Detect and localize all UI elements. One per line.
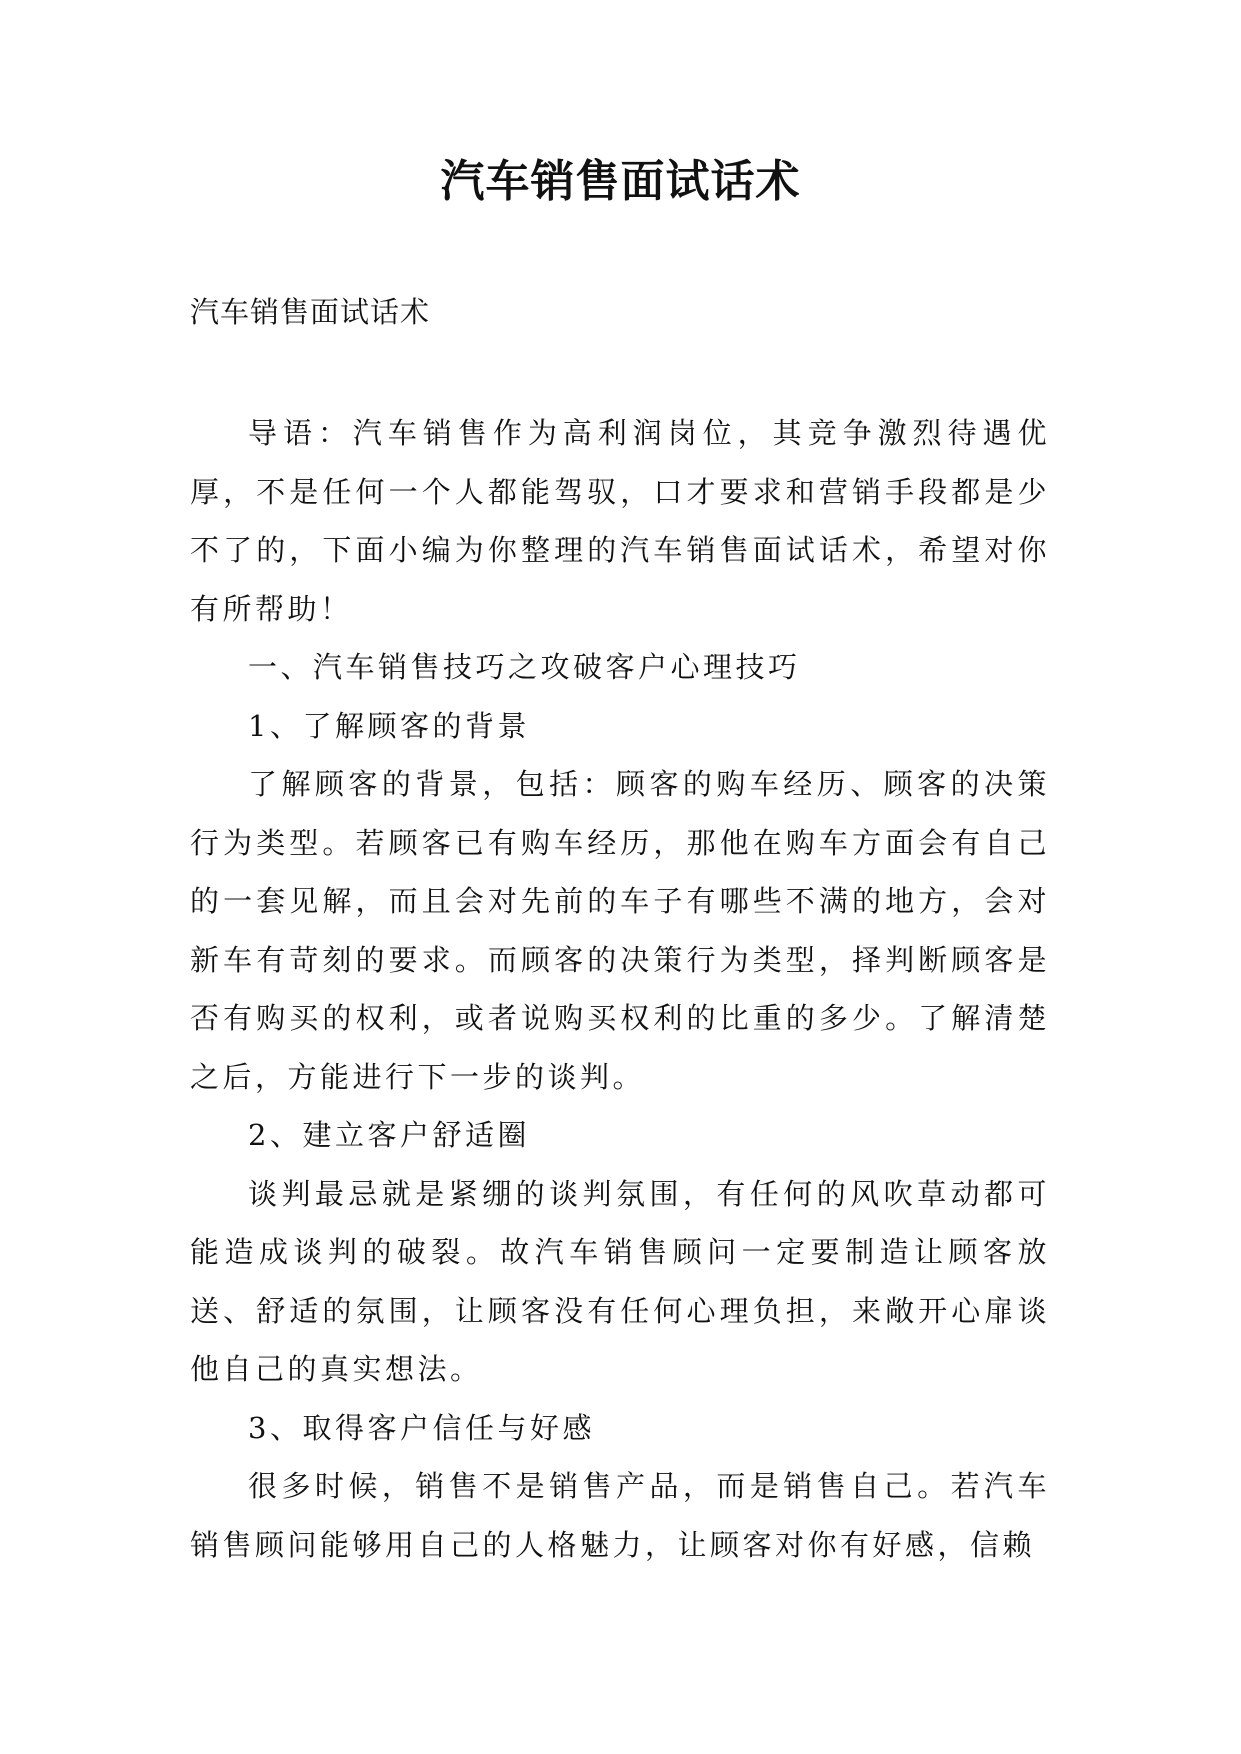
item-2-paragraph: 谈判最忌就是紧绷的谈判氛围，有任何的风吹草动都可能造成谈判的破裂。故汽车销售顾问一定要制造让顾客放送、舒适的氛围，让顾客没有任何心理负担，来敞开心扉谈他自己的真实想法。 (190, 1176, 1050, 1386)
item-1-paragraph: 了解顾客的背景，包括：顾客的购车经历、顾客的决策行为类型。若顾客已有购车经历，那他在购车方面会有自己的一套见解，而且会对先前的车子有哪些不满的地方，会对新车有苛刻的要求。而顾客的决策行为类型，择判断顾客是否有购买的权利，或者说购买权利的比重的多少。了解清楚之后，方能进行下一步的谈判。 (190, 767, 1050, 1094)
intro-paragraph: 导语：汽车销售作为高利润岗位，其竞争激烈待遇优厚，不是任何一个人都能驾驭，口才要求和营销手段都是少不了的，下面小编为你整理的汽车销售面试话术，希望对你有所帮助！ (190, 416, 1050, 626)
item-1-heading: 1、了解顾客的背景 (248, 708, 530, 743)
item-3-heading: 3、取得客户信任与好感 (248, 1410, 595, 1445)
item-3-paragraph: 很多时候，销售不是销售产品，而是销售自己。若汽车销售顾问能够用自己的人格魅力，让顾客对你有好感，信赖 (190, 1469, 1050, 1562)
item-2-heading: 2、建立客户舒适圈 (248, 1118, 530, 1152)
document-subtitle: 汽车销售面试话术 (190, 295, 431, 329)
section-heading: 一、汽车销售技巧之攻破客户心理技巧 (248, 650, 801, 684)
document-title: 汽车销售面试话术 (440, 156, 801, 207)
document-body (190, 404, 1050, 1574)
